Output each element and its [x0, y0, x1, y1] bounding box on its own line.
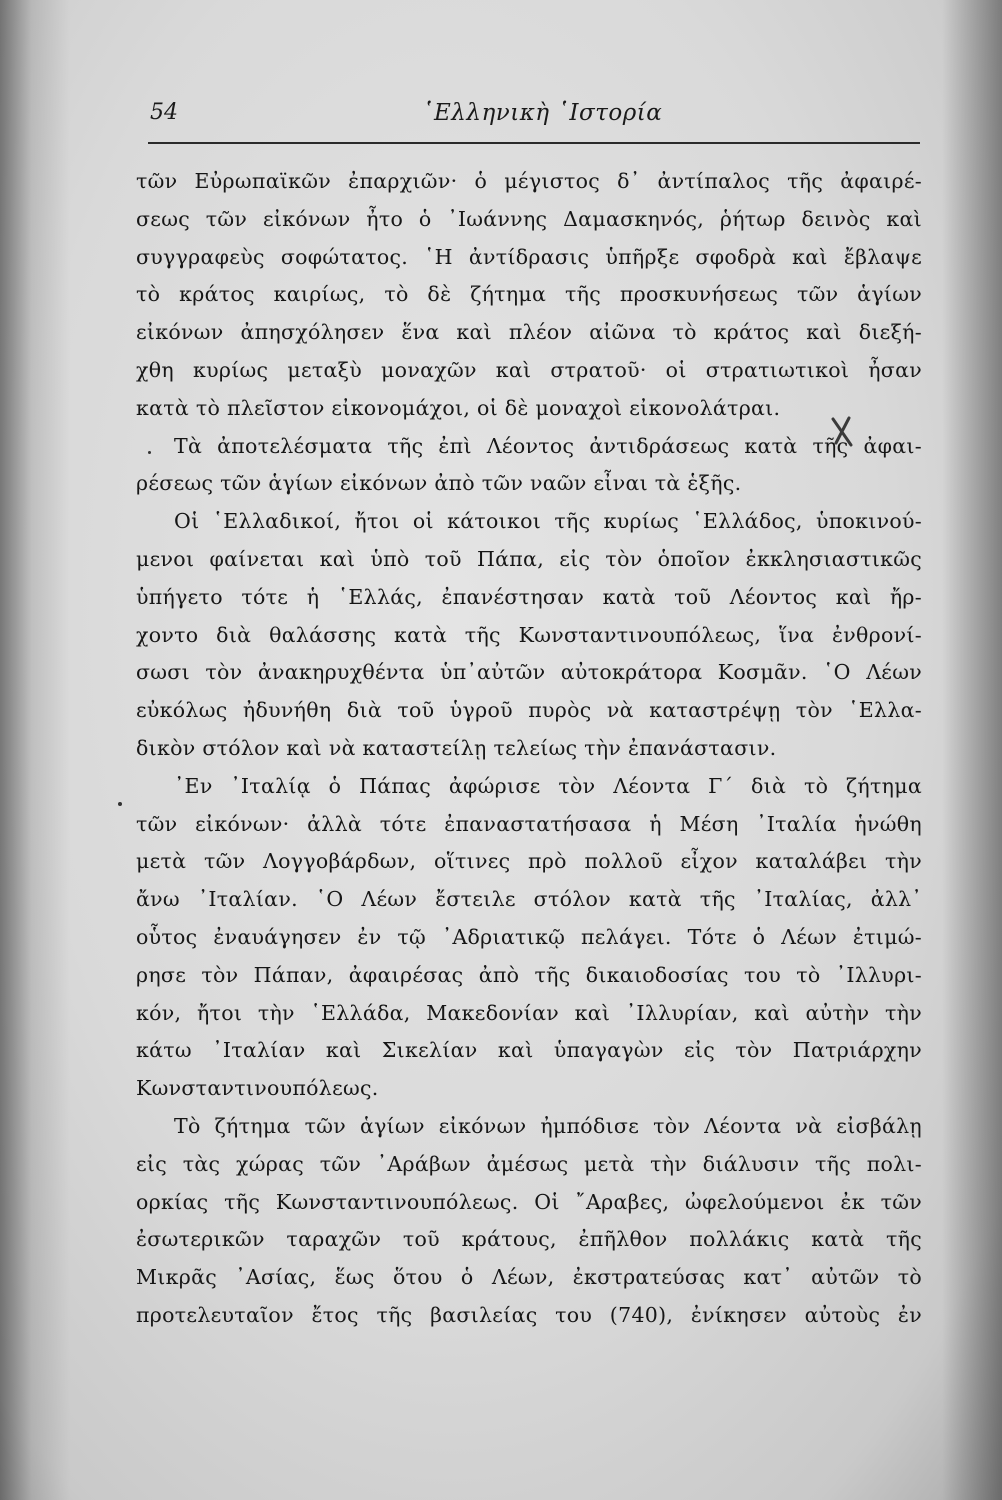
text-line: σωσι τὸν ἀνακηρυχθέντα ὑπ᾽αὐτῶν αὐτοκράτορα Κοσμᾶν. ῾Ο Λέων: [136, 660, 922, 685]
ink-speck: [118, 802, 122, 806]
text-line: Κωνσταντινουπόλεως.: [136, 1076, 379, 1101]
text-line: εἰκόνων ἀπησχόλησεν ἕνα καὶ πλέον αἰῶνα τὸ κράτος καὶ διεξή-: [136, 320, 922, 345]
text-line: μετὰ τῶν Λογγοβάρδων, οἵτινες πρὸ πολλοῦ εἶχον καταλάβει τὴν: [136, 849, 922, 874]
header-rule: [148, 142, 920, 144]
text-line: σεως τῶν εἰκόνων ἦτο ὁ ᾽Ιωάννης Δαμασκηνός, ῥήτωρ δεινὸς καὶ: [136, 206, 922, 231]
text-line: ᾽Εν ᾽Ιταλίᾳ ὁ Πάπας ἀφώρισε τὸν Λέοντα Γ΄ διὰ τὸ ζήτημα: [174, 773, 922, 798]
text-line: κατὰ τὸ πλεῖστον εἰκονομάχοι, οἱ δὲ μοναχοὶ εἰκονολάτραι.: [136, 395, 781, 420]
text-line: εἰς τὰς χώρας τῶν ᾽Αράβων ἀμέσως μετὰ τὴν διάλυσιν τῆς πολι-: [136, 1151, 922, 1176]
text-line: χοντο διὰ θαλάσσης κατὰ τῆς Κωνσταντινουπόλεως, ἵνα ἐνθρονί-: [136, 622, 922, 647]
text-line: Οἱ ῾Ελλαδικοί, ἤτοι οἱ κάτοικοι τῆς κυρίως ῾Ελλάδος, ὑποκινού-: [174, 509, 922, 534]
text-line: ορκίας τῆς Κωνσταντινουπόλεως. Οἱ ῎Αραβες, ὠφελούμενοι ἐκ τῶν: [136, 1189, 922, 1214]
text-line: ἄνω ᾽Ιταλίαν. ῾Ο Λέων ἔστειλε στόλον κατὰ τῆς ᾽Ιταλίας, ἀλλ᾽: [136, 887, 922, 912]
text-line: τῶν Εὐρωπαϊκῶν ἐπαρχιῶν· ὁ μέγιστος δ᾽ ἀντίπαλος τῆς ἀφαιρέ-: [136, 169, 922, 193]
body-text: [136, 163, 922, 1335]
page-number: 54: [150, 100, 178, 125]
text-line: Μικρᾶς ᾽Ασίας, ἕως ὅτου ὁ Λέων, ἐκστρατεύσας κατ᾽ αὐτῶν τὸ: [136, 1265, 922, 1290]
text-line: κόν, ἤτοι τὴν ῾Ελλάδα, Μακεδονίαν καὶ ᾽Ιλλυρίαν, καὶ αὐτὴν τὴν: [136, 1000, 922, 1025]
text-line: χθη κυρίως μεταξὺ μοναχῶν καὶ στρατοῦ· οἱ στρατιωτικοὶ ἦσαν: [136, 357, 922, 382]
text-line: προτελευταῖον ἔτος τῆς βασιλείας του (740), ἐνίκησεν αὐτοὺς ἐν: [136, 1302, 922, 1327]
text-line: Τὸ ζήτημα τῶν ἁγίων εἰκόνων ἠμπόδισε τὸν Λέοντα νὰ εἰσβάλῃ: [174, 1113, 922, 1138]
text-line: ρέσεως τῶν ἁγίων εἰκόνων ἀπὸ τῶν ναῶν εἶναι τὰ ἑξῆς.: [136, 471, 742, 496]
text-line: τὸ κράτος καιρίως, τὸ δὲ ζήτημα τῆς προσκυνήσεως τῶν ἁγίων: [136, 282, 922, 307]
text-line: Τὰ ἀποτελέσματα τῆς ἐπὶ Λέοντος ἀντιδράσεως κατὰ τῆς ἀφαι-: [174, 433, 922, 458]
page-header: [150, 96, 920, 138]
running-title: ῾Ελληνικὴ ῾Ιστορία: [422, 100, 663, 126]
text-line: μενοι φαίνεται καὶ ὑπὸ τοῦ Πάπα, εἰς τὸν ὁποῖον ἐκκλησιαστικῶς: [136, 546, 922, 571]
text-line: ρησε τὸν Πάπαν, ἀφαιρέσας ἀπὸ τῆς δικαιοδοσίας του τὸ ᾽Ιλλυρι-: [136, 962, 922, 987]
edge-shadow: [942, 0, 1002, 1500]
text-line: ὑπήγετο τότε ἡ ῾Ελλάς, ἐπανέστησαν κατὰ τοῦ Λέοντος καὶ ἤρ-: [136, 584, 922, 609]
binding-shadow: [0, 0, 70, 1500]
text-line: ἐσωτερικῶν ταραχῶν τοῦ κράτους, ἐπῆλθον πολλάκις κατὰ τῆς: [136, 1227, 922, 1252]
text-line: δικὸν στόλον καὶ νὰ καταστείλῃ τελείως τὴν ἐπανάστασιν.: [136, 735, 777, 760]
text-line: κάτω ᾽Ιταλίαν καὶ Σικελίαν καὶ ὑπαγαγὼν εἰς τὸν Πατριάρχην: [136, 1038, 922, 1063]
pencil-mark-icon: [829, 415, 857, 449]
text-line: τῶν εἰκόνων· ἀλλὰ τότε ἐπαναστατήσασα ἡ Μέση ᾽Ιταλία ἡνώθη: [136, 811, 922, 836]
text-line: οὗτος ἐναυάγησεν ἐν τῷ ᾽Αδριατικῷ πελάγει. Τότε ὁ Λέων ἐτιμώ-: [136, 924, 922, 949]
text-line: συγγραφεὺς σοφώτατος. ῾Η ἀντίδρασις ὑπῆρξε σφοδρὰ καὶ ἔβλαψε: [136, 244, 922, 269]
ink-speck: [148, 451, 151, 454]
text-line: εὐκόλως ἠδυνήθη διὰ τοῦ ὑγροῦ πυρὸς νὰ καταστρέψῃ τὸν ῾Ελλα-: [136, 698, 922, 723]
